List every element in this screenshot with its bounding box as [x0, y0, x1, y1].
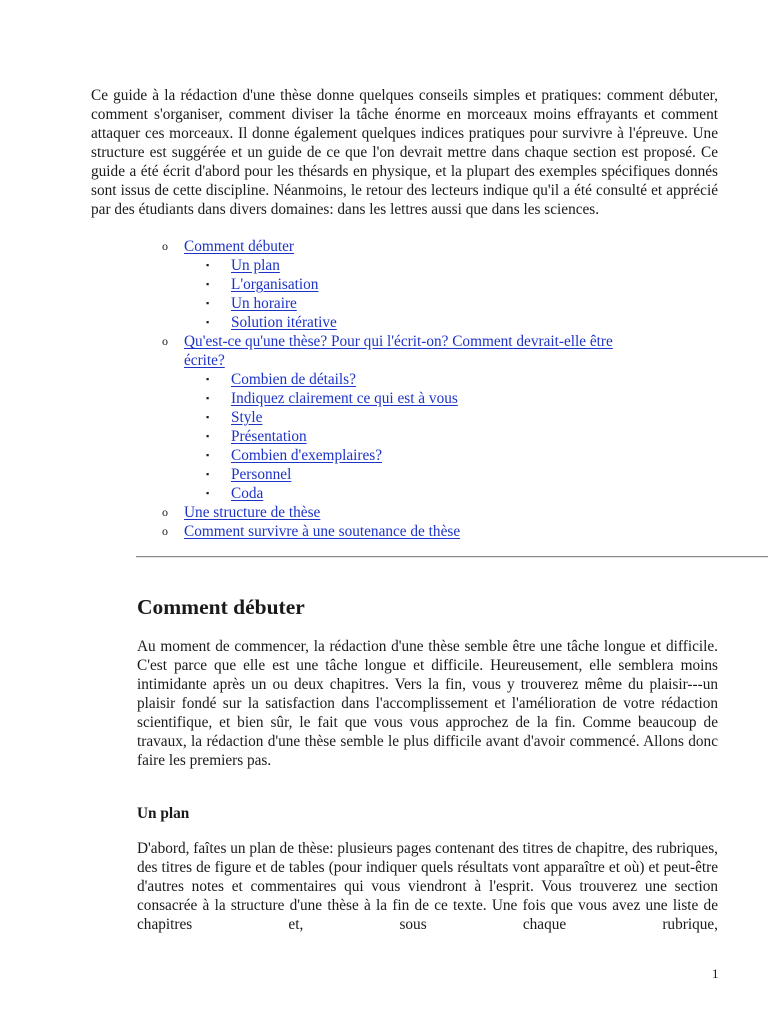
subsection-paragraph: D'abord, faîtes un plan de thèse: plusieurs pages contenant des titres de chapitre, des rubriques, des titres de figure et de tables (pour indiquer quels résultats vont apparaître et où) et peut-être d'autres notes et commentaires qui vous viendront à l'esprit. Vous trouverez une section consacrée à la structure d'une thèse à la fin de ce texte. Une fois que vous avez une liste de chapitres et, sous chaque rubrique,	[137, 840, 718, 933]
intro-paragraph: Ce guide à la rédaction d'une thèse donne quelques conseils simples et pratiques: comment débuter, comment s'organiser, comment diviser la tâche énorme en morceaux moins effrayants et comment attaquer ces morceaux. Il donne également quelques indices pratiques pour survivre à l'épreuve. Une structure est suggérée et un guide de ce que l'on devrait mettre dans chaque section est proposé. Ce guide a été écrit d'abord pour les thésards en physique, et la plupart des exemples spécifiques donnés sont issus de cette discipline. Néanmoins, le retour des lecteurs indique qu'il a été consulté et apprécié par des étudiants dans divers domaines: dans les lettres aussi que dans les sciences.	[91, 87, 718, 218]
toc-link-style[interactable]: Style	[231, 409, 263, 426]
toc-link-comment-debuter[interactable]: Comment débuter	[184, 238, 295, 255]
square-bullet-icon: ▪	[206, 431, 210, 441]
circle-bullet-icon: o	[162, 505, 168, 519]
horizontal-divider	[136, 556, 768, 558]
square-bullet-icon: ▪	[206, 450, 210, 460]
circle-bullet-icon: o	[162, 239, 168, 253]
toc-link-personnel[interactable]: Personnel	[231, 466, 292, 483]
toc-link-qu-est-ce-qu-une-these-line2[interactable]: écrite?	[184, 352, 225, 369]
toc-link-soutenance[interactable]: Comment survivre à une soutenance de thèse	[184, 523, 461, 540]
subsection-heading: Un plan	[137, 805, 190, 822]
toc-section-row	[0, 332, 768, 370]
toc-link-solution-iterative[interactable]: Solution itérative	[231, 314, 337, 331]
square-bullet-icon: ▪	[206, 412, 210, 422]
section-paragraph: Au moment de commencer, la rédaction d'une thèse semble être une tâche longue et difficile. C'est parce que elle est une tâche longue et difficile. Heureusement, elle semblera moins intimidante après un ou deux chapitres. Vers la fin, vous y trouverez même du plaisir---un plaisir fondé sur la satisfaction dans l'accomplissement et l'amélioration de votre rédaction scientifique, et bien sûr, le fait que vous vous approchez de la fin. Comme beaucoup de travaux, la rédaction d'une thèse semble le plus difficile avant d'avoir commencé. Allons donc faire les premiers pas.	[137, 638, 718, 769]
toc-link-combien-d-exemplaires[interactable]: Combien d'exemplaires?	[231, 447, 383, 464]
section-heading: Comment débuter	[137, 595, 305, 619]
toc-link-structure-de-these[interactable]: Une structure de thèse	[184, 504, 321, 521]
toc-link-qu-est-ce-qu-une-these[interactable]: Qu'est-ce qu'une thèse? Pour qui l'écrit-on? Comment devrait-elle être	[184, 333, 613, 350]
page-number: 1	[712, 966, 719, 981]
toc-link-combien-de-details[interactable]: Combien de détails?	[231, 371, 356, 388]
toc-link-organisation[interactable]: L'organisation	[231, 276, 319, 293]
square-bullet-icon: ▪	[206, 298, 210, 308]
square-bullet-icon: ▪	[206, 488, 210, 498]
toc-link-un-plan[interactable]: Un plan	[231, 257, 280, 274]
circle-bullet-icon: o	[162, 524, 168, 538]
square-bullet-icon: ▪	[206, 393, 210, 403]
square-bullet-icon: ▪	[206, 317, 210, 327]
circle-bullet-icon: o	[162, 334, 168, 348]
square-bullet-icon: ▪	[206, 469, 210, 479]
toc-link-presentation[interactable]: Présentation	[231, 428, 307, 445]
toc-link-coda[interactable]: Coda	[231, 485, 264, 502]
square-bullet-icon: ▪	[206, 374, 210, 384]
square-bullet-icon: ▪	[206, 279, 210, 289]
toc-link-indiquez-clairement[interactable]: Indiquez clairement ce qui est à vous	[231, 390, 458, 407]
toc-link-un-horaire[interactable]: Un horaire	[231, 295, 297, 312]
square-bullet-icon: ▪	[206, 260, 210, 270]
